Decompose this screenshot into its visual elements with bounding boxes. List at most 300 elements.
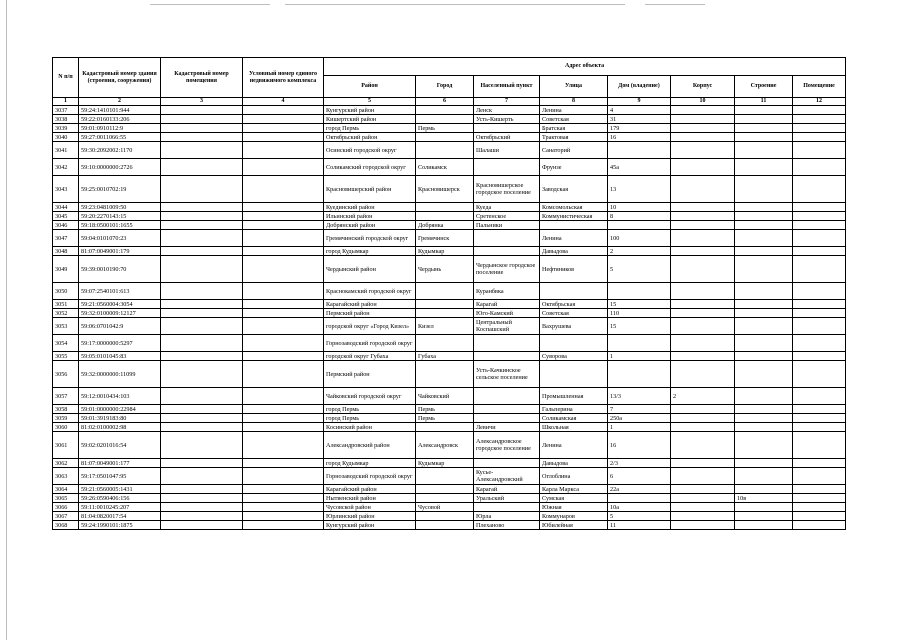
cell-district: Краснокамский городской округ <box>324 283 416 300</box>
cell-city <box>416 512 474 521</box>
cell-pomeshchenie <box>793 352 846 361</box>
table-row <box>53 494 846 503</box>
cell-stroenie <box>735 388 793 405</box>
cell-cadastral-building: 59:22:0160133:206 <box>79 115 161 124</box>
cell-district: Карагайский район <box>324 300 416 309</box>
col-number: 2 <box>79 98 161 106</box>
cell-city: Пермь <box>416 124 474 133</box>
cell-pomeshchenie <box>793 300 846 309</box>
table-row <box>53 318 846 335</box>
cell-conditional-number <box>243 221 324 230</box>
cell-cadastral-building: 59:06:0701042:9 <box>79 318 161 335</box>
cell-district: Чердынский район <box>324 256 416 283</box>
cell-house: 6 <box>608 468 671 485</box>
cell-street: Школьная <box>540 423 608 432</box>
cell-pomeshchenie <box>793 106 846 115</box>
cell-district: Осинский городской округ <box>324 142 416 159</box>
cell-city: Кизел <box>416 318 474 335</box>
cell-settlement: Карагай <box>474 485 540 494</box>
cell-stroenie <box>735 203 793 212</box>
cell-stroenie <box>735 512 793 521</box>
cell-conditional-number <box>243 203 324 212</box>
cell-conditional-number <box>243 423 324 432</box>
cell-korpus <box>671 256 735 283</box>
header-pomeshchenie: Помещение <box>793 76 846 98</box>
cell-stroenie <box>735 221 793 230</box>
table-row <box>53 221 846 230</box>
cell-settlement: Юго-Камский <box>474 309 540 318</box>
header-conditional-number: Условный номер единого недвижимого комплекса <box>243 58 324 98</box>
cell-settlement: Ленск <box>474 106 540 115</box>
cell-cadastral-room <box>161 124 243 133</box>
cell-house: 1 <box>608 423 671 432</box>
cell-cadastral-room <box>161 432 243 459</box>
cell-house: 22а <box>608 485 671 494</box>
cell-street: Оглоблина <box>540 468 608 485</box>
table-row <box>53 512 846 521</box>
cell-korpus <box>671 335 735 352</box>
cell-cadastral-building: 81:07:0049001:177 <box>79 459 161 468</box>
cell-cadastral-room <box>161 142 243 159</box>
cell-district: город Пермь <box>324 124 416 133</box>
cell-korpus <box>671 512 735 521</box>
cell-cadastral-room <box>161 203 243 212</box>
cell-pomeshchenie <box>793 247 846 256</box>
cell-korpus <box>671 432 735 459</box>
cell-conditional-number <box>243 352 324 361</box>
cell-cadastral-room <box>161 423 243 432</box>
cell-cadastral-room <box>161 212 243 221</box>
cell-korpus: 2 <box>671 388 735 405</box>
cell-row-number: 3063 <box>53 468 79 485</box>
table-row <box>53 521 846 530</box>
table-row <box>53 485 846 494</box>
cell-house: 1 <box>608 352 671 361</box>
cell-row-number: 3046 <box>53 221 79 230</box>
cell-district: Горнозаводский городской округ <box>324 335 416 352</box>
cell-street: Ленина <box>540 432 608 459</box>
cell-city: Красновишерск <box>416 176 474 203</box>
cell-house: 110 <box>608 309 671 318</box>
cell-row-number: 3051 <box>53 300 79 309</box>
cell-row-number: 3050 <box>53 283 79 300</box>
table-row <box>53 106 846 115</box>
cell-district: Карагайский район <box>324 485 416 494</box>
header-stroenie: Строение <box>735 76 793 98</box>
cell-house: 8 <box>608 212 671 221</box>
cell-settlement: Сретенское <box>474 212 540 221</box>
cell-city: Гремячинск <box>416 230 474 247</box>
cell-row-number: 3048 <box>53 247 79 256</box>
cell-pomeshchenie <box>793 503 846 512</box>
cell-pomeshchenie <box>793 335 846 352</box>
cell-korpus <box>671 414 735 423</box>
cell-street: Коммунистическая <box>540 212 608 221</box>
cell-stroenie <box>735 405 793 414</box>
cell-settlement: Плеханово <box>474 521 540 530</box>
cell-cadastral-building: 59:17:0501047:95 <box>79 468 161 485</box>
col-number: 5 <box>324 98 416 106</box>
cell-conditional-number <box>243 414 324 423</box>
table-row <box>53 283 846 300</box>
cell-cadastral-room <box>161 512 243 521</box>
cell-cadastral-room <box>161 405 243 414</box>
cell-house: 100 <box>608 230 671 247</box>
cell-street <box>540 361 608 388</box>
cell-district: Чайковский городской округ <box>324 388 416 405</box>
cell-conditional-number <box>243 459 324 468</box>
cell-city <box>416 309 474 318</box>
cell-settlement <box>474 335 540 352</box>
cell-conditional-number <box>243 159 324 176</box>
cell-house <box>608 335 671 352</box>
cell-pomeshchenie <box>793 142 846 159</box>
col-number: 12 <box>793 98 846 106</box>
cell-row-number: 3065 <box>53 494 79 503</box>
cell-korpus <box>671 106 735 115</box>
cell-cadastral-room <box>161 309 243 318</box>
cell-city <box>416 335 474 352</box>
cell-cadastral-building: 59:25:0010702:19 <box>79 176 161 203</box>
cell-conditional-number <box>243 115 324 124</box>
cell-settlement: Пальники <box>474 221 540 230</box>
cell-district: Александровский район <box>324 432 416 459</box>
cell-city: Пермь <box>416 405 474 414</box>
cell-city <box>416 212 474 221</box>
cell-city: Чусовой <box>416 503 474 512</box>
cell-house <box>608 361 671 388</box>
cell-stroenie: 10в <box>735 494 793 503</box>
cell-house: 16 <box>608 133 671 142</box>
cell-cadastral-building: 81:07:0049001:179 <box>79 247 161 256</box>
cell-pomeshchenie <box>793 388 846 405</box>
cell-house: 2/3 <box>608 459 671 468</box>
cell-pomeshchenie <box>793 405 846 414</box>
cell-row-number: 3049 <box>53 256 79 283</box>
cell-city <box>416 133 474 142</box>
cell-row-number: 3039 <box>53 124 79 133</box>
cell-pomeshchenie <box>793 203 846 212</box>
cell-street: Карла Маркса <box>540 485 608 494</box>
cell-cadastral-room <box>161 318 243 335</box>
cell-conditional-number <box>243 318 324 335</box>
cell-district: Пермский район <box>324 309 416 318</box>
page-edge-top-2 <box>285 4 625 5</box>
cell-row-number: 3052 <box>53 309 79 318</box>
cell-cadastral-room <box>161 176 243 203</box>
header-korpus: Корпус <box>671 76 735 98</box>
cell-cadastral-building: 59:10:0000000:2726 <box>79 159 161 176</box>
cell-street: Комсомольская <box>540 203 608 212</box>
cell-row-number: 3066 <box>53 503 79 512</box>
cell-conditional-number <box>243 335 324 352</box>
cell-row-number: 3037 <box>53 106 79 115</box>
cell-city: Кудымкар <box>416 459 474 468</box>
cell-district: Соликамский городской округ <box>324 159 416 176</box>
cell-district: Гремячинский городской округ <box>324 230 416 247</box>
cell-korpus <box>671 230 735 247</box>
header-house: Дом (владение) <box>608 76 671 98</box>
cell-pomeshchenie <box>793 423 846 432</box>
cell-row-number: 3042 <box>53 159 79 176</box>
cell-row-number: 3064 <box>53 485 79 494</box>
cell-district: город Кудымкар <box>324 459 416 468</box>
cell-conditional-number <box>243 512 324 521</box>
table-row <box>53 414 846 423</box>
cell-settlement: Левичи <box>474 423 540 432</box>
cell-district: Красновишерский район <box>324 176 416 203</box>
cell-cadastral-building: 81:02:0100002:98 <box>79 423 161 432</box>
cell-house: 31 <box>608 115 671 124</box>
objects-table <box>52 57 846 530</box>
col-number: 6 <box>416 98 474 106</box>
cell-settlement: Чердынское городское поселение <box>474 256 540 283</box>
cell-row-number: 3041 <box>53 142 79 159</box>
cell-korpus <box>671 283 735 300</box>
cell-row-number: 3044 <box>53 203 79 212</box>
cell-settlement: Красновишерское городское поселение <box>474 176 540 203</box>
cell-conditional-number <box>243 405 324 414</box>
cell-street: Ленина <box>540 230 608 247</box>
table-row <box>53 203 846 212</box>
cell-cadastral-room <box>161 300 243 309</box>
header-npp: N п/п <box>53 58 79 98</box>
cell-stroenie <box>735 247 793 256</box>
cell-stroenie <box>735 423 793 432</box>
cell-city <box>416 423 474 432</box>
cell-cadastral-room <box>161 414 243 423</box>
cell-pomeshchenie <box>793 212 846 221</box>
cell-city <box>416 203 474 212</box>
cell-cadastral-room <box>161 503 243 512</box>
cell-cadastral-room <box>161 361 243 388</box>
cell-row-number: 3043 <box>53 176 79 203</box>
cell-city: Губаха <box>416 352 474 361</box>
cell-settlement: Центральный Коспашский <box>474 318 540 335</box>
cell-pomeshchenie <box>793 512 846 521</box>
cell-cadastral-building: 59:04:0101070:23 <box>79 230 161 247</box>
cell-pomeshchenie <box>793 176 846 203</box>
table-row <box>53 361 846 388</box>
cell-row-number: 3053 <box>53 318 79 335</box>
cell-street: Юбилейная <box>540 521 608 530</box>
table-row <box>53 247 846 256</box>
cell-cadastral-building: 59:21:0560005:1431 <box>79 485 161 494</box>
cell-cadastral-room <box>161 133 243 142</box>
cell-pomeshchenie <box>793 414 846 423</box>
cell-stroenie <box>735 309 793 318</box>
table-row <box>53 335 846 352</box>
cell-cadastral-building: 59:21:0560004:3054 <box>79 300 161 309</box>
cell-city: Чердынь <box>416 256 474 283</box>
cell-district: Пермский район <box>324 361 416 388</box>
cell-stroenie <box>735 142 793 159</box>
cell-cadastral-building: 59:20:2270143:15 <box>79 212 161 221</box>
cell-district: Косинский район <box>324 423 416 432</box>
table-row <box>53 388 846 405</box>
cell-cadastral-building: 59:24:1410101:944 <box>79 106 161 115</box>
cell-city: Пермь <box>416 414 474 423</box>
cell-stroenie <box>735 283 793 300</box>
cell-cadastral-building: 59:11:0010245:207 <box>79 503 161 512</box>
cell-cadastral-building: 59:12:0010434:103 <box>79 388 161 405</box>
column-number-row <box>53 98 846 106</box>
page-edge-top-1 <box>150 4 270 5</box>
cell-street <box>540 221 608 230</box>
cell-korpus <box>671 468 735 485</box>
header-cadastral-room: Кадастровый номер помещения <box>161 58 243 98</box>
cell-house: 16 <box>608 432 671 459</box>
page-edge-top-3 <box>645 4 705 5</box>
cell-stroenie <box>735 230 793 247</box>
cell-conditional-number <box>243 432 324 459</box>
table-row <box>53 142 846 159</box>
cell-stroenie <box>735 124 793 133</box>
cell-street: Коммунаров <box>540 512 608 521</box>
cell-district: Кунгурский район <box>324 106 416 115</box>
cell-pomeshchenie <box>793 309 846 318</box>
table-row <box>53 230 846 247</box>
table-row <box>53 423 846 432</box>
cell-district: городской округ «Город Кизел» <box>324 318 416 335</box>
cell-city: Добрянка <box>416 221 474 230</box>
cell-street: Трактовая <box>540 133 608 142</box>
cell-korpus <box>671 124 735 133</box>
cell-street: Октябрьская <box>540 300 608 309</box>
cell-district: городской округ Губаха <box>324 352 416 361</box>
cell-cadastral-room <box>161 335 243 352</box>
cell-settlement <box>474 230 540 247</box>
cell-city <box>416 361 474 388</box>
cell-settlement <box>474 503 540 512</box>
cell-row-number: 3045 <box>53 212 79 221</box>
cell-cadastral-room <box>161 494 243 503</box>
cell-stroenie <box>735 414 793 423</box>
table-row <box>53 405 846 414</box>
col-number: 4 <box>243 98 324 106</box>
table-row <box>53 309 846 318</box>
cell-row-number: 3068 <box>53 521 79 530</box>
cell-cadastral-building: 59:07:2540101:613 <box>79 283 161 300</box>
col-number: 1 <box>53 98 79 106</box>
cell-district: Кишертский район <box>324 115 416 124</box>
cell-district: Нытвенский район <box>324 494 416 503</box>
cell-city: Соликамск <box>416 159 474 176</box>
cell-district: Добрянский район <box>324 221 416 230</box>
cell-conditional-number <box>243 256 324 283</box>
cell-street: Фрунзе <box>540 159 608 176</box>
cell-settlement: Шалаши <box>474 142 540 159</box>
cell-cadastral-building: 59:01:0000000:22984 <box>79 405 161 414</box>
cell-conditional-number <box>243 309 324 318</box>
cell-korpus <box>671 176 735 203</box>
cell-pomeshchenie <box>793 230 846 247</box>
cell-conditional-number <box>243 283 324 300</box>
cell-conditional-number <box>243 503 324 512</box>
cell-city <box>416 283 474 300</box>
cell-settlement: Александровское городское поселение <box>474 432 540 459</box>
cell-settlement: Уральский <box>474 494 540 503</box>
page-edge-left <box>6 0 7 640</box>
cell-district: Юрлинский район <box>324 512 416 521</box>
header-settlement: Населенный пункт <box>474 76 540 98</box>
cell-settlement <box>474 124 540 133</box>
cell-stroenie <box>735 176 793 203</box>
cell-house: 10а <box>608 503 671 512</box>
col-number: 8 <box>540 98 608 106</box>
cell-conditional-number <box>243 388 324 405</box>
cell-korpus <box>671 133 735 142</box>
cell-stroenie <box>735 503 793 512</box>
cell-settlement: Куранбвка <box>474 283 540 300</box>
cell-row-number: 3067 <box>53 512 79 521</box>
header-street: Улица <box>540 76 608 98</box>
cell-street: Соликамская <box>540 414 608 423</box>
cell-house <box>608 494 671 503</box>
cell-cadastral-room <box>161 485 243 494</box>
cell-korpus <box>671 361 735 388</box>
cell-korpus <box>671 309 735 318</box>
cell-city: Александровск <box>416 432 474 459</box>
cell-house: 5 <box>608 512 671 521</box>
cell-house: 13 <box>608 176 671 203</box>
cell-conditional-number <box>243 247 324 256</box>
cell-pomeshchenie <box>793 485 846 494</box>
cell-cadastral-room <box>161 221 243 230</box>
cell-house: 15 <box>608 300 671 309</box>
table-row <box>53 124 846 133</box>
table-row <box>53 432 846 459</box>
cell-district: Ильинский район <box>324 212 416 221</box>
cell-street: Советская <box>540 115 608 124</box>
cell-street: Гальперина <box>540 405 608 414</box>
cell-korpus <box>671 159 735 176</box>
table-row <box>53 176 846 203</box>
cell-street: Южная <box>540 503 608 512</box>
cell-city <box>416 106 474 115</box>
cell-house <box>608 221 671 230</box>
col-number: 11 <box>735 98 793 106</box>
cell-cadastral-room <box>161 106 243 115</box>
cell-settlement: Усть-Качкинское сельское поселение <box>474 361 540 388</box>
cell-korpus <box>671 459 735 468</box>
cell-house: 4 <box>608 106 671 115</box>
cell-district: Куединский район <box>324 203 416 212</box>
cell-settlement <box>474 388 540 405</box>
cell-cadastral-room <box>161 283 243 300</box>
cell-row-number: 3054 <box>53 335 79 352</box>
cell-conditional-number <box>243 230 324 247</box>
cell-pomeshchenie <box>793 124 846 133</box>
cell-cadastral-building: 59:01:3919183:80 <box>79 414 161 423</box>
cell-stroenie <box>735 352 793 361</box>
cell-conditional-number <box>243 142 324 159</box>
cell-korpus <box>671 115 735 124</box>
cell-stroenie <box>735 159 793 176</box>
cell-house: 5 <box>608 256 671 283</box>
cell-conditional-number <box>243 468 324 485</box>
cell-house: 7 <box>608 405 671 414</box>
cell-korpus <box>671 352 735 361</box>
table-body <box>53 106 846 530</box>
cell-settlement <box>474 414 540 423</box>
cell-house: 45а <box>608 159 671 176</box>
cell-house <box>608 283 671 300</box>
cell-conditional-number <box>243 124 324 133</box>
cell-pomeshchenie <box>793 521 846 530</box>
cell-street: Вахрушева <box>540 318 608 335</box>
table-row <box>53 503 846 512</box>
